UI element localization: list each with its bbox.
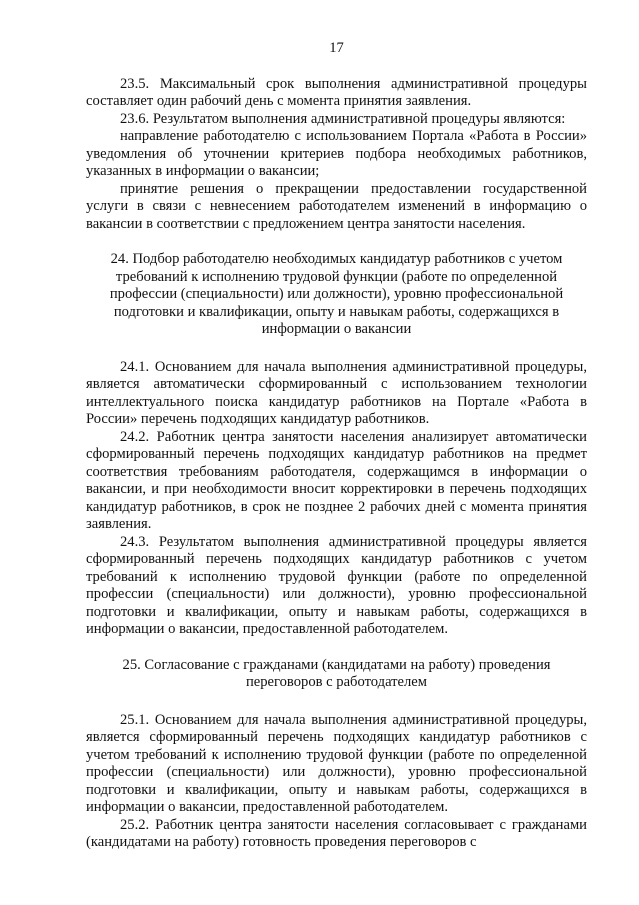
paragraph-24-3: 24.3. Результатом выполнения административной процедуры является сформированный перечень подходящих кандидатур работников с учетом требований к исполнению трудовой функции (работе по определенной профессии (специальности) или должности), уровню профессиональной подготовки и квалификации, опыту и навыкам работы, содержащихся в информации о вакансии, предоставленной работодателем. <box>86 533 587 637</box>
paragraph-23-6-item-2: принятие решения о прекращении предоставлении государственной услуги в связи с невнесением работодателем изменений в информацию о вакансии в соответствии с предложением центра занятости населения. <box>86 180 587 232</box>
paragraph-25-2: 25.2. Работник центра занятости населения согласовывает с гражданами (кандидатами на работу) готовность проведения переговоров с <box>86 816 587 850</box>
paragraph-23-6-item-1: направление работодателю с использованием Портала «Работа в России» уведомления об уточнении критериев подбора необходимых работников, указанных в информации о вакансии; <box>86 128 587 179</box>
page-number: 17 <box>329 40 344 56</box>
section-heading-24: 24. Подбор работодателю необходимых кандидатур работников с учетом требований к исполнению трудовой функции (работе по определенной профессии (специальности) или должности), уровню профессиональной подготовки и квалификации, опыту и навыкам работы, содержащихся в информации о вакансии <box>109 251 564 337</box>
paragraph-24-1: 24.1. Основанием для начала выполнения административной процедуры, является автоматически сформированный с использованием технологии интеллектуального поиска кандидатур работников на Портале «Работа в России» перечень подходящих кандидатур работников. <box>86 358 587 427</box>
paragraph-23-6: 23.6. Результатом выполнения административной процедуры являются: <box>120 110 566 127</box>
paragraph-23-5: 23.5. Максимальный срок выполнения административной процедуры составляет один рабочий день с момента принятия заявления. <box>86 75 587 109</box>
section-heading-25: 25. Согласование с гражданами (кандидатами на работу) проведения переговоров с работодателем <box>122 656 551 690</box>
paragraph-24-2: 24.2. Работник центра занятости населения анализирует автоматически сформированный перечень подходящих кандидатур работников на предмет соответствия требованиям работодателя, содержащимся в информации о вакансии, и при необходимости вносит корректировки в перечень подходящих кандидатур работников, в срок не позднее 2 рабочих дней с момента принятия заявления. <box>86 428 587 532</box>
paragraph-25-1: 25.1. Основанием для начала выполнения административной процедуры, является сформированный перечень подходящих кандидатур работников с учетом требований к исполнению трудовой функции (работе по определенной профессии (специальности) или должности), уровню профессиональной подготовки и квалификации, опыту и навыкам работы, содержащихся в информации о вакансии, предоставленной работодателем. <box>86 711 587 815</box>
